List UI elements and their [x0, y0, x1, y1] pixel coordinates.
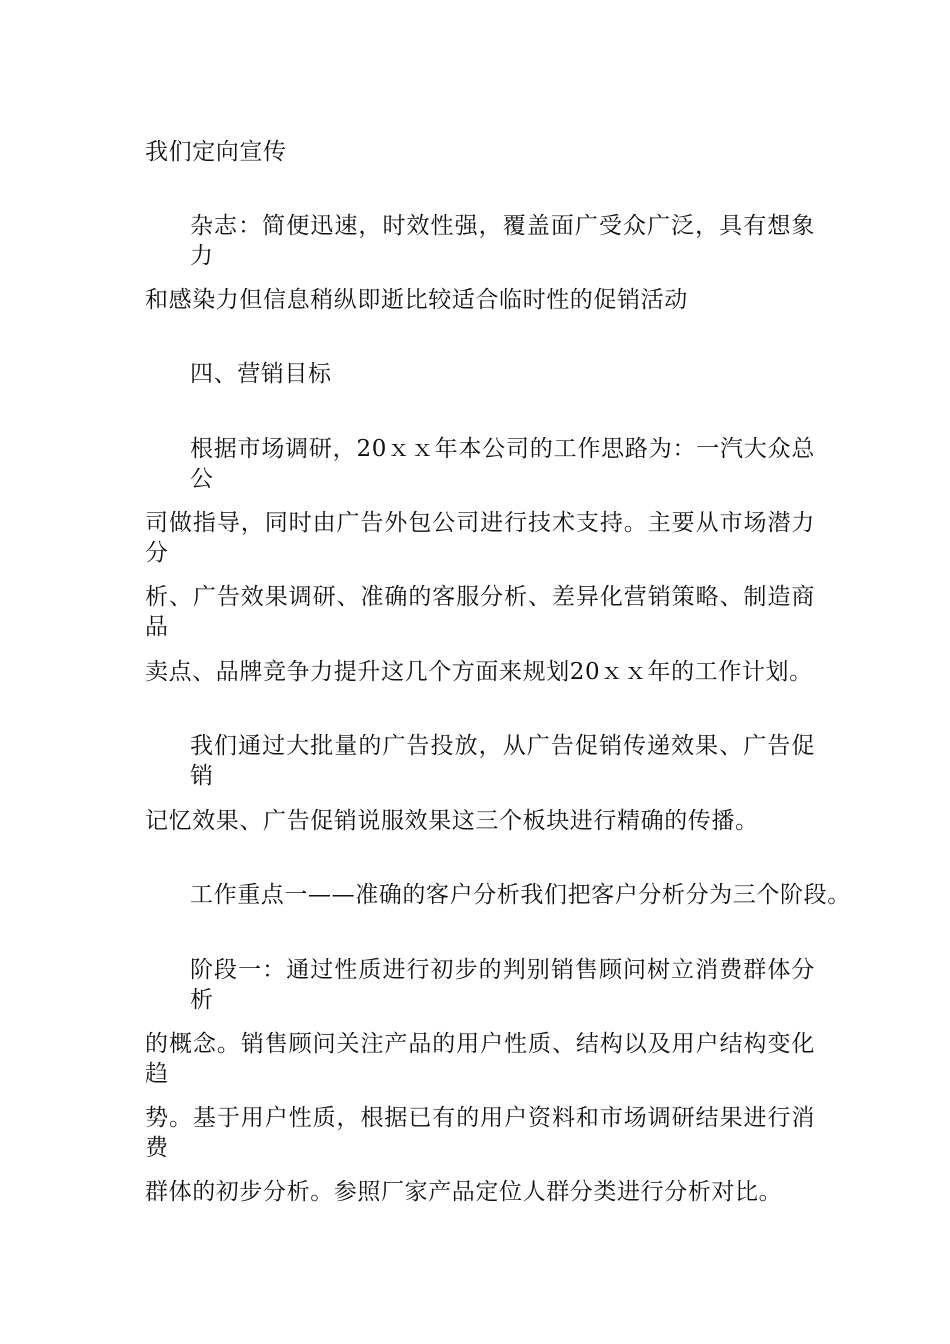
text-line-8: 卖点、品牌竞争力提升这几个方面来规划20ｘｘ年的工作计划。 [145, 659, 813, 685]
text-line-13: 的概念。销售顾问关注产品的用户性质、结构以及用户结构变化趋 [145, 1031, 815, 1087]
text-line-1: 我们定向宣传 [145, 139, 287, 165]
text-line-3: 和感染力但信息稍纵即逝比较适合临时性的促销活动 [145, 287, 688, 313]
text-line-11: 工作重点一——准确的客户分析我们把客户分析分为三个阶段。 [190, 882, 851, 908]
text-line-7: 析、广告效果调研、准确的客服分析、差异化营销策略、制造商品 [145, 584, 815, 640]
text-line-14: 势。基于用户性质，根据已有的用户资料和市场调研结果进行消费 [145, 1105, 815, 1161]
text-line-15: 群体的初步分析。参照厂家产品定位人群分类进行分析对比。 [145, 1179, 783, 1205]
text-line-9: 我们通过大批量的广告投放，从广告促销传递效果、广告促销 [190, 733, 815, 789]
section-heading-marketing-goals: 四、营销目标 [190, 361, 332, 387]
text-line-6: 司做指导，同时由广告外包公司进行技术支持。主要从市场潜力分 [145, 510, 815, 566]
text-line-5: 根据市场调研，20ｘｘ年本公司的工作思路为：一汽大众总公 [190, 436, 815, 492]
text-line-10: 记忆效果、广告促销说服效果这三个板块进行精确的传播。 [145, 808, 759, 834]
text-line-12: 阶段一：通过性质进行初步的判别销售顾问树立消费群体分析 [190, 957, 815, 1013]
text-line-2: 杂志：简便迅速，时效性强，覆盖面广受众广泛，具有想象力 [190, 213, 815, 269]
